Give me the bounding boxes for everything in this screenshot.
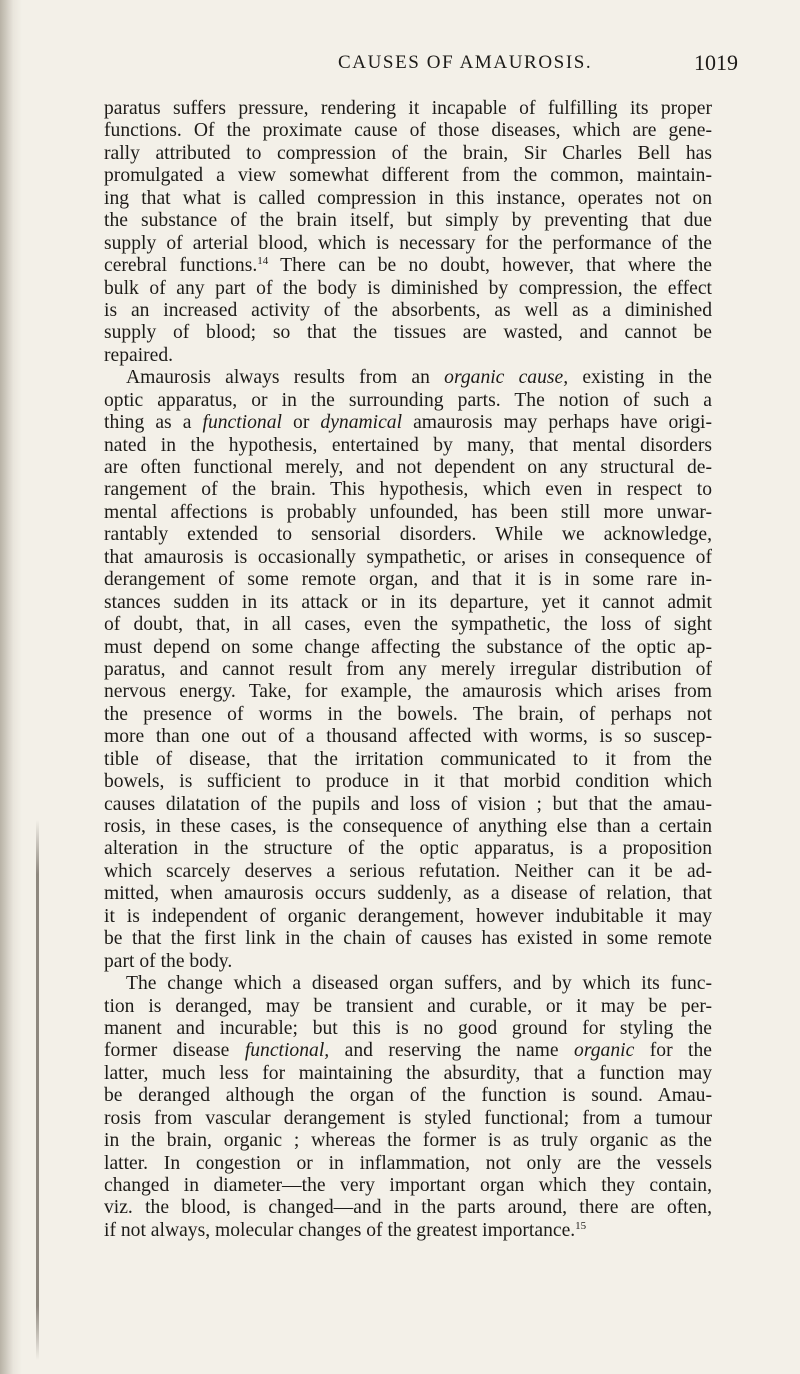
page-number: 1019 <box>694 50 738 75</box>
emphasis-text: functional <box>202 412 282 434</box>
text-run: derangement of some remote organ, and that it is in some rare in- <box>104 569 712 591</box>
text-run: causes dilatation of the pupils and loss of vision ; but that the amau- <box>104 793 712 815</box>
text-run: more than one out of a thousand affected with worms, is so suscep- <box>104 726 712 748</box>
text-run: stances sudden in its attack or in its departure, yet it cannot admit <box>104 591 712 613</box>
text-line <box>104 569 712 591</box>
emphasis-text: organic cause, <box>444 367 569 389</box>
text-line <box>104 412 712 434</box>
text-line <box>104 1220 712 1242</box>
text-run: Amaurosis always results from an <box>126 367 445 389</box>
page-header <box>118 48 738 80</box>
text-line <box>104 524 712 546</box>
text-run: manent and incurable; but this is no good ground for styling the <box>104 1017 712 1039</box>
text-line <box>104 726 712 748</box>
text-run: paratus suffers pressure, rendering it incapable of fulfilling its proper <box>104 98 712 119</box>
text-run: changed in diameter—the very important organ which they contain, <box>104 1175 712 1196</box>
text-line <box>104 210 712 232</box>
text-run: functions. Of the proximate cause of those diseases, which are gene- <box>104 120 712 142</box>
page-edge-mark <box>36 820 39 1360</box>
text-line <box>104 861 712 883</box>
text-run: alteration in the structure of the optic apparatus, is a proposition <box>104 838 712 860</box>
text-line <box>104 838 712 860</box>
text-run: of doubt, that, in all cases, even the sympathetic, the loss of sight <box>104 614 712 636</box>
text-line <box>104 322 712 344</box>
text-line <box>104 659 712 681</box>
text-run: cerebral functions. <box>104 255 258 277</box>
text-run: if not always, molecular changes of the greatest importance. <box>104 1219 576 1241</box>
text-run: optic apparatus, or in the surrounding parts. The notion of such a <box>104 389 712 411</box>
text-run: be that the first link in the chain of causes has existed in some remote <box>104 928 712 950</box>
text-run: part of the body. <box>104 950 233 972</box>
text-line <box>104 1153 712 1175</box>
emphasis-text: dynamical <box>320 412 403 434</box>
text-run: ing that what is called compression in this instance, operates not on <box>104 187 712 209</box>
text-run: and reserving the name <box>329 1040 575 1062</box>
text-line <box>104 794 712 816</box>
text-run: bulk of any part of the body is diminished by compression, the effect <box>104 277 712 299</box>
text-line <box>104 973 712 995</box>
text-line <box>104 592 712 614</box>
text-line <box>104 255 712 277</box>
text-run: paratus, and cannot result from any merely irregular distribution of <box>104 658 712 680</box>
text-line <box>104 771 712 793</box>
text-run: viz. the blood, is changed—and in the parts around, there are often, <box>104 1197 712 1219</box>
text-line <box>104 435 712 457</box>
text-run: be deranged although the organ of the function is sound. Amau- <box>104 1085 712 1107</box>
text-line <box>104 1108 712 1130</box>
text-run: repaired. <box>104 344 174 366</box>
text-line <box>104 479 712 501</box>
text-run: the presence of worms in the bowels. The brain, of perhaps not <box>104 703 712 725</box>
text-line <box>104 1197 712 1219</box>
text-run: The change which a diseased organ suffers, and by which its func- <box>126 973 712 995</box>
text-run: rangement of the brain. This hypothesis, which even in respect to <box>104 479 712 501</box>
running-head: CAUSES OF AMAUROSIS. <box>338 52 593 73</box>
text-line <box>104 120 712 142</box>
text-line <box>104 816 712 838</box>
text-run: mitted, when amaurosis occurs suddenly, as a disease of relation, that <box>104 883 712 905</box>
text-line <box>104 704 712 726</box>
emphasis-text: functional, <box>244 1040 330 1062</box>
text-run: promulgated a view somewhat different from the common, maintain- <box>104 165 712 187</box>
text-run: for the <box>634 1040 712 1062</box>
text-line <box>104 300 712 322</box>
text-line <box>104 883 712 905</box>
text-run: nated in the hypothesis, entertained by many, that mental disorders <box>104 434 712 456</box>
text-line <box>104 143 712 165</box>
text-line <box>104 1130 712 1152</box>
body-text <box>104 98 712 1242</box>
text-line <box>104 1063 712 1085</box>
text-run: rosis from vascular derangement is styled functional; from a tumour <box>104 1107 712 1129</box>
text-line <box>104 1085 712 1107</box>
text-run: it is independent of organic derangement, however indubitable it may <box>104 905 712 927</box>
text-run: nervous energy. Take, for example, the amaurosis which arises from <box>104 681 712 703</box>
text-run: that amaurosis is occasionally sympathetic, or arises in consequence of <box>104 546 712 568</box>
text-line <box>104 188 712 210</box>
text-run: tion is deranged, may be transient and curable, or it may be per- <box>104 995 712 1017</box>
text-run: or <box>281 412 321 434</box>
text-run: amaurosis may perhaps have origi- <box>402 412 712 434</box>
text-run: tible of disease, that the irritation communicated to it from the <box>104 748 712 770</box>
text-line <box>104 98 712 120</box>
text-line <box>104 345 712 367</box>
text-run: rally attributed to compression of the brain, Sir Charles Bell has <box>104 142 712 164</box>
text-run: bowels, is sufficient to produce in it that morbid condition which <box>104 771 712 793</box>
text-run: in the brain, organic ; whereas the former is as truly organic as the <box>104 1130 712 1152</box>
text-run: thing as a <box>104 412 203 434</box>
text-run: former disease <box>104 1040 245 1062</box>
text-line <box>104 681 712 703</box>
text-run: latter. In congestion or in inflammation, not only are the vessels <box>104 1152 712 1174</box>
text-line <box>104 278 712 300</box>
text-run: latter, much less for maintaining the absurdity, that a function may <box>104 1062 712 1084</box>
text-line <box>104 1040 712 1062</box>
text-run: the substance of the brain itself, but simply by preventing that due <box>104 210 712 232</box>
text-line <box>104 547 712 569</box>
text-line <box>104 1018 712 1040</box>
text-line <box>104 502 712 524</box>
text-line <box>104 390 712 412</box>
text-run: is an increased activity of the absorbents, as well as a diminished <box>104 299 712 321</box>
text-run: must depend on some change affecting the substance of the optic ap- <box>104 636 712 658</box>
text-run: mental affections is probably unfounded, has been still more unwar- <box>104 501 712 523</box>
text-line <box>104 165 712 187</box>
text-line <box>104 1175 712 1197</box>
text-line <box>104 906 712 928</box>
text-line <box>104 951 712 973</box>
text-line <box>104 996 712 1018</box>
footnote-reference: 14 <box>257 255 269 268</box>
text-run: which scarcely deserves a serious refutation. Neither can it be ad- <box>104 860 712 882</box>
text-run: supply of arterial blood, which is necessary for the performance of the <box>104 232 712 254</box>
text-line <box>104 457 712 479</box>
text-run: There can be no doubt, however, that where the <box>268 255 712 277</box>
text-line <box>104 928 712 950</box>
text-line <box>104 367 712 389</box>
text-run: are often functional merely, and not dependent on any structural de- <box>104 457 712 478</box>
footnote-reference: 15 <box>575 1219 587 1232</box>
text-line <box>104 637 712 659</box>
emphasis-text: organic <box>574 1040 635 1062</box>
text-run: supply of blood; so that the tissues are wasted, and cannot be <box>104 322 712 344</box>
text-line <box>104 233 712 255</box>
text-line <box>104 614 712 636</box>
text-line <box>104 749 712 771</box>
binding-shadow <box>0 0 22 1374</box>
text-run: existing in the <box>568 367 712 389</box>
text-run: rantably extended to sensorial disorders. While we acknowledge, <box>104 524 712 546</box>
text-run: rosis, in these cases, is the consequence of anything else than a certain <box>104 816 712 837</box>
